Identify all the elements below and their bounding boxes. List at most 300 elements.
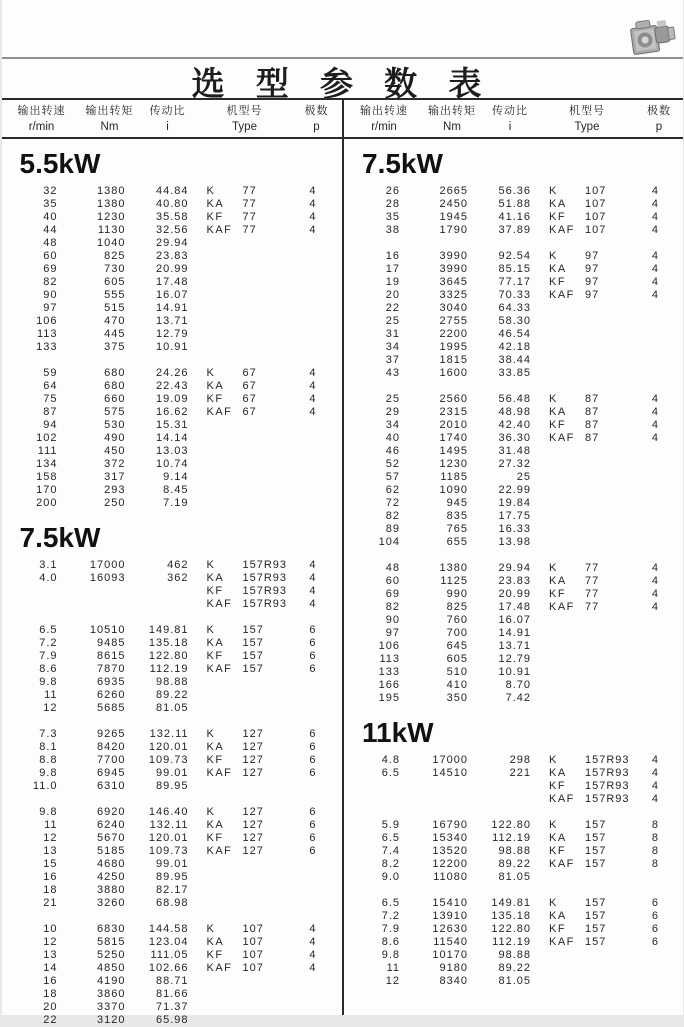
cell-ratio: 98.88 — [498, 845, 531, 857]
cell-poles: 4 — [651, 754, 659, 766]
cell-poles: 8 — [651, 832, 659, 844]
cell-ratio: 10.91 — [155, 341, 189, 353]
column-header-name: 机型号 — [226, 105, 263, 117]
cell-type-size: 157 — [585, 897, 607, 909]
cell-ratio: 221 — [509, 767, 531, 779]
table-row — [362, 692, 683, 705]
table-row — [362, 679, 683, 692]
cell-spacer — [531, 936, 549, 949]
cell-ratio: 24.26 — [155, 367, 189, 379]
cell-torque: 825 — [104, 250, 126, 262]
cell-type-size — [585, 692, 637, 705]
cell-type-size — [585, 679, 637, 692]
cell-speed: 62 — [385, 484, 400, 496]
cell-type-prefix — [207, 988, 243, 1001]
cell-speed: 9.8 — [39, 767, 58, 779]
cell-torque: 605 — [446, 653, 468, 665]
cell-type-prefix: KAF — [206, 598, 233, 610]
cell-spacer — [189, 819, 207, 832]
cell-poles — [637, 666, 659, 679]
cell-torque: 4250 — [97, 871, 126, 883]
cell-type-size — [243, 988, 295, 1001]
cell-poles: 6 — [309, 637, 317, 649]
table-row — [362, 497, 683, 510]
cell-poles — [637, 536, 659, 549]
table-row — [20, 676, 343, 689]
column-header-unit: i — [508, 121, 512, 133]
cell-type-prefix — [207, 689, 243, 702]
cell-type-prefix — [207, 263, 243, 276]
table-row — [362, 406, 683, 419]
table-row — [362, 819, 683, 832]
cell-torque: 3370 — [97, 1001, 126, 1013]
column-header-unit: p — [655, 121, 663, 133]
cell-speed: 57 — [385, 471, 400, 483]
cell-spacer — [189, 211, 207, 224]
cell-torque: 3120 — [97, 1014, 126, 1026]
cell-torque: 375 — [104, 341, 126, 353]
cell-ratio: 7.42 — [505, 692, 531, 704]
cell-type-size: 97 — [585, 263, 600, 275]
cell-spacer — [189, 585, 207, 598]
cell-poles: 4 — [309, 559, 317, 571]
cell-ratio: 8.45 — [163, 484, 189, 496]
column-header-name: 输出转速 — [17, 105, 66, 117]
cell-ratio: 120.01 — [148, 832, 189, 844]
cell-speed: 6.5 — [381, 832, 400, 844]
table-row — [362, 754, 683, 767]
table-row — [20, 845, 343, 858]
cell-poles: 4 — [651, 198, 659, 210]
cell-torque: 250 — [104, 497, 126, 509]
table-row — [362, 575, 683, 588]
cell-poles: 6 — [309, 845, 317, 857]
cell-speed: 9.0 — [381, 871, 400, 883]
cell-poles — [295, 497, 317, 510]
cell-speed: 200 — [36, 497, 58, 509]
cell-spacer — [189, 676, 207, 689]
cell-spacer — [189, 754, 207, 767]
cell-type-size: 157R93 — [585, 780, 630, 792]
cell-torque: 410 — [446, 679, 468, 691]
cell-torque: 16790 — [432, 819, 468, 831]
cell-ratio: 132.11 — [149, 728, 189, 740]
data-block — [362, 393, 683, 549]
cell-type-size: 67 — [242, 367, 257, 379]
cell-poles: 6 — [309, 819, 317, 831]
cell-type-prefix: K — [549, 393, 558, 405]
cell-torque: 530 — [104, 419, 126, 431]
cell-spacer — [531, 819, 549, 832]
cell-type-size: 127 — [242, 767, 264, 779]
cell-type-size: 157 — [242, 624, 264, 636]
cell-ratio: 99.01 — [155, 858, 189, 870]
cell-torque: 1740 — [439, 432, 468, 444]
table-row — [20, 988, 343, 1001]
cell-type-size — [243, 1014, 295, 1027]
cell-spacer — [531, 393, 549, 406]
cell-type-prefix: KA — [549, 198, 567, 210]
cell-poles: 6 — [651, 923, 659, 935]
cell-poles — [295, 250, 317, 263]
cell-poles: 8 — [651, 845, 659, 857]
cell-torque: 8420 — [97, 741, 126, 753]
cell-torque — [58, 585, 126, 598]
cell-type-prefix: KF — [549, 780, 567, 792]
cell-poles: 6 — [309, 663, 317, 675]
cell-torque: 9265 — [97, 728, 126, 740]
table-row — [362, 845, 683, 858]
cell-type-prefix — [207, 471, 243, 484]
cell-ratio: 23.83 — [498, 575, 531, 587]
cell-ratio: 70.33 — [498, 289, 531, 301]
cell-speed: 48 — [43, 237, 58, 249]
cell-ratio: 64.33 — [498, 302, 531, 314]
cell-spacer — [189, 250, 207, 263]
cell-ratio: 29.94 — [155, 237, 189, 249]
cell-ratio: 40.80 — [155, 198, 189, 210]
cell-torque: 6830 — [97, 923, 126, 935]
cell-speed: 158 — [36, 471, 58, 483]
cell-spacer — [531, 949, 549, 962]
cell-ratio — [468, 793, 531, 806]
table-row — [20, 728, 343, 741]
column-header-unit: Nm — [100, 121, 119, 133]
cell-spacer — [189, 484, 207, 497]
cell-type-prefix — [549, 354, 585, 367]
cell-poles — [637, 510, 659, 523]
cell-type-prefix — [549, 871, 585, 884]
cell-poles — [637, 679, 659, 692]
cell-speed: 11 — [44, 689, 58, 701]
cell-speed: 16 — [385, 250, 400, 262]
cell-ratio: 29.94 — [498, 562, 531, 574]
cell-type-size — [243, 458, 295, 471]
table-row — [20, 871, 343, 884]
cell-type-size: 77 — [585, 562, 600, 574]
cell-poles — [637, 354, 659, 367]
cell-spacer — [531, 497, 549, 510]
cell-speed: 12 — [43, 702, 58, 714]
cell-poles: 4 — [309, 211, 317, 223]
cell-type-prefix — [207, 884, 243, 897]
cell-type-size — [243, 341, 295, 354]
cell-type-size — [243, 858, 295, 871]
cell-spacer — [189, 572, 207, 585]
cell-type-size — [585, 614, 637, 627]
cell-spacer — [531, 419, 549, 432]
cell-poles: 4 — [651, 419, 659, 431]
cell-type-size: 67 — [242, 380, 257, 392]
cell-ratio: 149.81 — [148, 624, 189, 636]
table-row — [20, 637, 343, 650]
table-row — [362, 949, 683, 962]
cell-spacer — [531, 536, 549, 549]
cell-type-prefix — [549, 458, 585, 471]
cell-speed: 12 — [43, 936, 58, 948]
cell-type-size — [585, 510, 637, 523]
cell-torque: 470 — [104, 315, 126, 327]
cell-ratio: 16.07 — [498, 614, 531, 626]
cell-torque: 645 — [446, 640, 468, 652]
cell-type-size: 107 — [242, 936, 264, 948]
cell-speed: 60 — [43, 250, 58, 262]
column-header — [634, 103, 684, 137]
cell-type-prefix: K — [549, 562, 558, 574]
cell-poles — [637, 949, 659, 962]
cell-poles: 4 — [309, 923, 317, 935]
table-row — [362, 419, 683, 432]
cell-type-size: 107 — [242, 923, 264, 935]
table-row — [362, 224, 683, 237]
cell-type-size — [585, 315, 637, 328]
cell-poles: 4 — [651, 211, 659, 223]
cell-type-size: 127 — [242, 728, 264, 740]
cell-type-prefix: K — [206, 923, 216, 935]
cell-poles: 4 — [309, 224, 317, 236]
cell-type-prefix — [549, 328, 585, 341]
table-header — [2, 98, 683, 139]
table-row — [20, 572, 343, 585]
cell-poles: 6 — [309, 767, 317, 779]
cell-spacer — [189, 650, 207, 663]
cell-spacer — [531, 910, 549, 923]
cell-ratio: 298 — [509, 754, 531, 766]
cell-type-size: 77 — [242, 211, 257, 223]
cell-torque: 6260 — [97, 689, 126, 701]
cell-speed: 44 — [43, 224, 58, 236]
cell-type-prefix — [207, 276, 243, 289]
cell-type-prefix: KA — [206, 637, 225, 649]
cell-torque: 3990 — [439, 263, 468, 275]
table-row — [20, 471, 343, 484]
cell-poles: 4 — [651, 185, 659, 197]
cell-type-size — [585, 666, 637, 679]
cell-ratio: 27.32 — [498, 458, 531, 470]
cell-type-prefix — [549, 484, 585, 497]
table-row — [362, 250, 683, 263]
table-row — [362, 445, 683, 458]
cell-ratio: 33.85 — [498, 367, 531, 379]
cell-torque: 3325 — [439, 289, 468, 301]
cell-torque: 8615 — [97, 650, 126, 662]
column-header — [344, 103, 424, 137]
cell-torque: 5815 — [97, 936, 126, 948]
table-row — [362, 341, 683, 354]
cell-spacer — [531, 653, 549, 666]
cell-type-size: 157 — [585, 845, 607, 857]
cell-poles: 4 — [309, 367, 317, 379]
cell-poles — [637, 627, 659, 640]
cell-spacer — [189, 367, 207, 380]
column-header-unit: Type — [232, 121, 257, 133]
cell-torque: 945 — [446, 497, 468, 509]
cell-poles: 6 — [309, 832, 317, 844]
cell-type-size: 107 — [585, 185, 607, 197]
column-header-name: 输出转矩 — [85, 105, 134, 117]
cell-type-size: 157R93 — [585, 793, 630, 805]
cell-speed: 11 — [386, 962, 400, 974]
column-header-name: 极数 — [647, 105, 671, 117]
data-block — [20, 624, 343, 715]
cell-torque: 5685 — [97, 702, 126, 714]
cell-poles — [637, 315, 659, 328]
cell-ratio: 81.05 — [498, 871, 531, 883]
table-row — [362, 276, 683, 289]
cell-type-size: 157R93 — [242, 598, 288, 610]
cell-ratio: 89.22 — [498, 962, 531, 974]
cell-type-prefix — [207, 702, 243, 715]
cell-type-size: 127 — [242, 819, 264, 831]
cell-torque: 730 — [104, 263, 126, 275]
cell-spacer — [531, 767, 549, 780]
cell-ratio: 16.62 — [155, 406, 189, 418]
table-row — [362, 767, 683, 780]
cell-speed: 18 — [43, 988, 58, 1000]
table-row — [20, 741, 343, 754]
cell-poles: 4 — [651, 276, 659, 288]
cell-torque: 293 — [104, 484, 126, 496]
table-row — [362, 211, 683, 224]
cell-poles — [295, 1001, 317, 1014]
table-row — [20, 289, 343, 302]
table-row — [20, 962, 343, 975]
cell-type-size: 77 — [585, 575, 600, 587]
cell-ratio: 65.98 — [155, 1014, 189, 1026]
cell-speed: 22 — [385, 302, 400, 314]
cell-torque: 12200 — [432, 858, 468, 870]
cell-ratio: 92.54 — [498, 250, 531, 262]
cell-spacer — [531, 780, 549, 793]
cell-ratio: 120.01 — [148, 741, 189, 753]
cell-type-size: 107 — [242, 962, 264, 974]
cell-poles — [295, 871, 317, 884]
cell-torque: 990 — [446, 588, 468, 600]
table-row — [20, 432, 343, 445]
cell-poles: 4 — [309, 949, 317, 961]
cell-torque: 2315 — [439, 406, 468, 418]
cell-spacer — [531, 692, 549, 705]
cell-ratio: 112.19 — [492, 936, 531, 948]
cell-ratio: 42.40 — [498, 419, 531, 431]
table-row — [362, 367, 683, 380]
cell-type-prefix — [549, 679, 585, 692]
cell-type-prefix — [207, 975, 243, 988]
cell-poles — [295, 263, 317, 276]
cell-spacer — [531, 432, 549, 445]
cell-type-size — [243, 1001, 295, 1014]
cell-torque: 825 — [446, 601, 468, 613]
cell-torque: 1995 — [439, 341, 468, 353]
cell-spacer — [189, 497, 207, 510]
cell-speed: 94 — [43, 419, 58, 431]
cell-poles — [295, 328, 317, 341]
cell-type-size — [585, 871, 637, 884]
cell-ratio: 13.71 — [155, 315, 189, 327]
cell-spacer — [189, 419, 207, 432]
cell-spacer — [189, 806, 207, 819]
cell-spacer — [531, 302, 549, 315]
cell-torque: 2450 — [439, 198, 468, 210]
cell-poles — [295, 237, 317, 250]
cell-ratio: 9.14 — [163, 471, 189, 483]
cell-spacer — [531, 367, 549, 380]
column-header-name: 输出转速 — [360, 105, 408, 117]
cell-speed: 59 — [43, 367, 58, 379]
cell-spacer — [531, 211, 549, 224]
cell-torque: 1380 — [439, 562, 468, 574]
cell-type-size — [585, 536, 637, 549]
cell-type-size: 157R93 — [242, 572, 288, 584]
cell-torque: 515 — [104, 302, 126, 314]
cell-spacer — [189, 559, 207, 572]
cell-torque: 350 — [446, 692, 468, 704]
cell-torque: 445 — [104, 328, 126, 340]
cell-type-size: 157 — [585, 832, 607, 844]
table-row — [362, 666, 683, 679]
cell-speed: 46 — [385, 445, 400, 457]
cell-torque: 7870 — [97, 663, 126, 675]
cell-type-size: 157R93 — [585, 767, 630, 779]
cell-spacer — [531, 871, 549, 884]
cell-ratio: 89.22 — [155, 689, 189, 701]
cell-poles — [637, 341, 659, 354]
cell-type-prefix — [549, 627, 585, 640]
table-row — [20, 393, 343, 406]
cell-type-prefix — [207, 432, 243, 445]
cell-spacer — [531, 614, 549, 627]
cell-speed: 7.2 — [381, 910, 400, 922]
cell-type-prefix — [207, 237, 243, 250]
table-row — [20, 949, 343, 962]
cell-torque: 605 — [104, 276, 126, 288]
table-row — [20, 936, 343, 949]
cell-poles: 6 — [309, 624, 317, 636]
cell-torque: 17000 — [432, 754, 468, 766]
cell-poles — [295, 471, 317, 484]
table-row — [20, 702, 343, 715]
cell-type-prefix: K — [206, 185, 216, 197]
cell-torque: 3860 — [97, 988, 126, 1000]
cell-type-prefix — [207, 871, 243, 884]
column-header — [138, 103, 198, 137]
cell-type-size: 127 — [242, 741, 264, 753]
cell-type-size: 107 — [585, 224, 607, 236]
cell-speed: 25 — [385, 393, 400, 405]
cell-type-size: 157 — [242, 650, 264, 662]
data-block — [362, 562, 683, 705]
cell-ratio: 15.31 — [155, 419, 189, 431]
cell-torque: 4190 — [97, 975, 126, 987]
cell-torque: 450 — [104, 445, 126, 457]
cell-spacer — [189, 871, 207, 884]
cell-torque: 1495 — [439, 445, 468, 457]
cell-spacer — [189, 741, 207, 754]
cell-speed: 134 — [36, 458, 58, 470]
cell-ratio: 14.91 — [498, 627, 531, 639]
cell-spacer — [189, 393, 207, 406]
cell-type-size: 157 — [585, 936, 607, 948]
cell-type-size — [585, 653, 637, 666]
cell-spacer — [189, 263, 207, 276]
cell-type-prefix — [207, 341, 243, 354]
cell-type-prefix: K — [206, 806, 216, 818]
cell-speed: 166 — [378, 679, 400, 691]
cell-type-size: 107 — [242, 949, 264, 961]
cell-ratio: 10.74 — [155, 458, 189, 470]
cell-poles: 4 — [309, 962, 317, 974]
cell-type-prefix: KAF — [206, 224, 233, 236]
